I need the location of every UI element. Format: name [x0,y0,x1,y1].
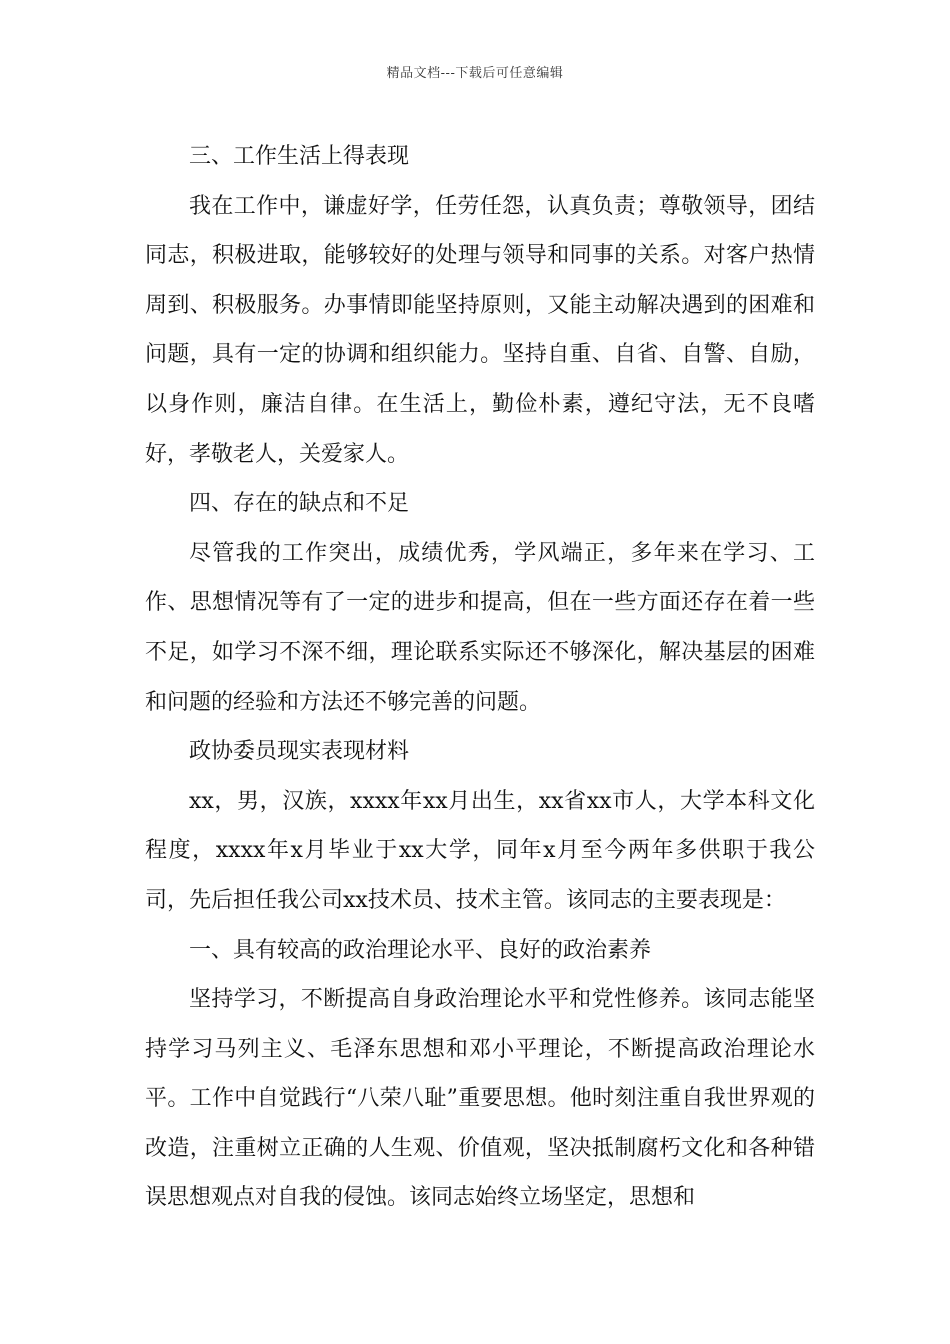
paragraph-profile: xx，男，汉族，xxxx年xx月出生，xx省xx市人，大学本科文化程度，xxxx年x月毕业于xx大学，同年x月至今两年多供职于我公司，先后担任我公司xx技术员、技术主管。该同志的主要表现是： [145,788,815,913]
section-heading-work-life: 三、工作生活上得表现 [189,144,410,169]
document-subtitle: 政协委员现实表现材料 [189,739,410,765]
section-heading-shortcomings: 四、存在的缺点和不足 [189,491,410,517]
section-heading-political: 一、具有较高的政治理论水平、良好的政治素养 [189,937,652,963]
page-header: 精品文档---下载后可任意编辑 [386,66,564,81]
paragraph-work-life: 我在工作中，谦虚好学，任劳任怨，认真负责；尊敬领导，团结同志，积极进取，能够较好的处理与领导和同事的关系。对客户热情周到、积极服务。办事情即能坚持原则，又能主动解决遇到的困难和问题，具有一定的协调和组织能力。坚持自重、自省、自警、自励，以身作则，廉洁自律。在生活上，勤俭朴素，遵纪守法，无不良嗜好，孝敬老人，关爱家人。 [145,193,815,467]
paragraph-shortcomings: 尽管我的工作突出，成绩优秀，学风端正，多年来在学习、工作、思想情况等有了一定的进步和提高，但在一些方面还存在着一些不足，如学习不深不细，理论联系实际还不够深化，解决基层的困难和问题的经验和方法还不够完善的问题。 [145,540,815,715]
paragraph-political: 坚持学习，不断提高自身政治理论水平和党性修养。该同志能坚持学习马列主义、毛泽东思想和邓小平理论，不断提高政治理论水平。工作中自觉践行“八荣八耻”重要思想。他时刻注重自我世界观的改造，注重树立正确的人生观、价值观，坚决抵制腐朽文化和各种错误思想观点对自我的侵蚀。该同志始终立场坚定，思想和 [145,987,815,1211]
document-body [145,132,815,1223]
